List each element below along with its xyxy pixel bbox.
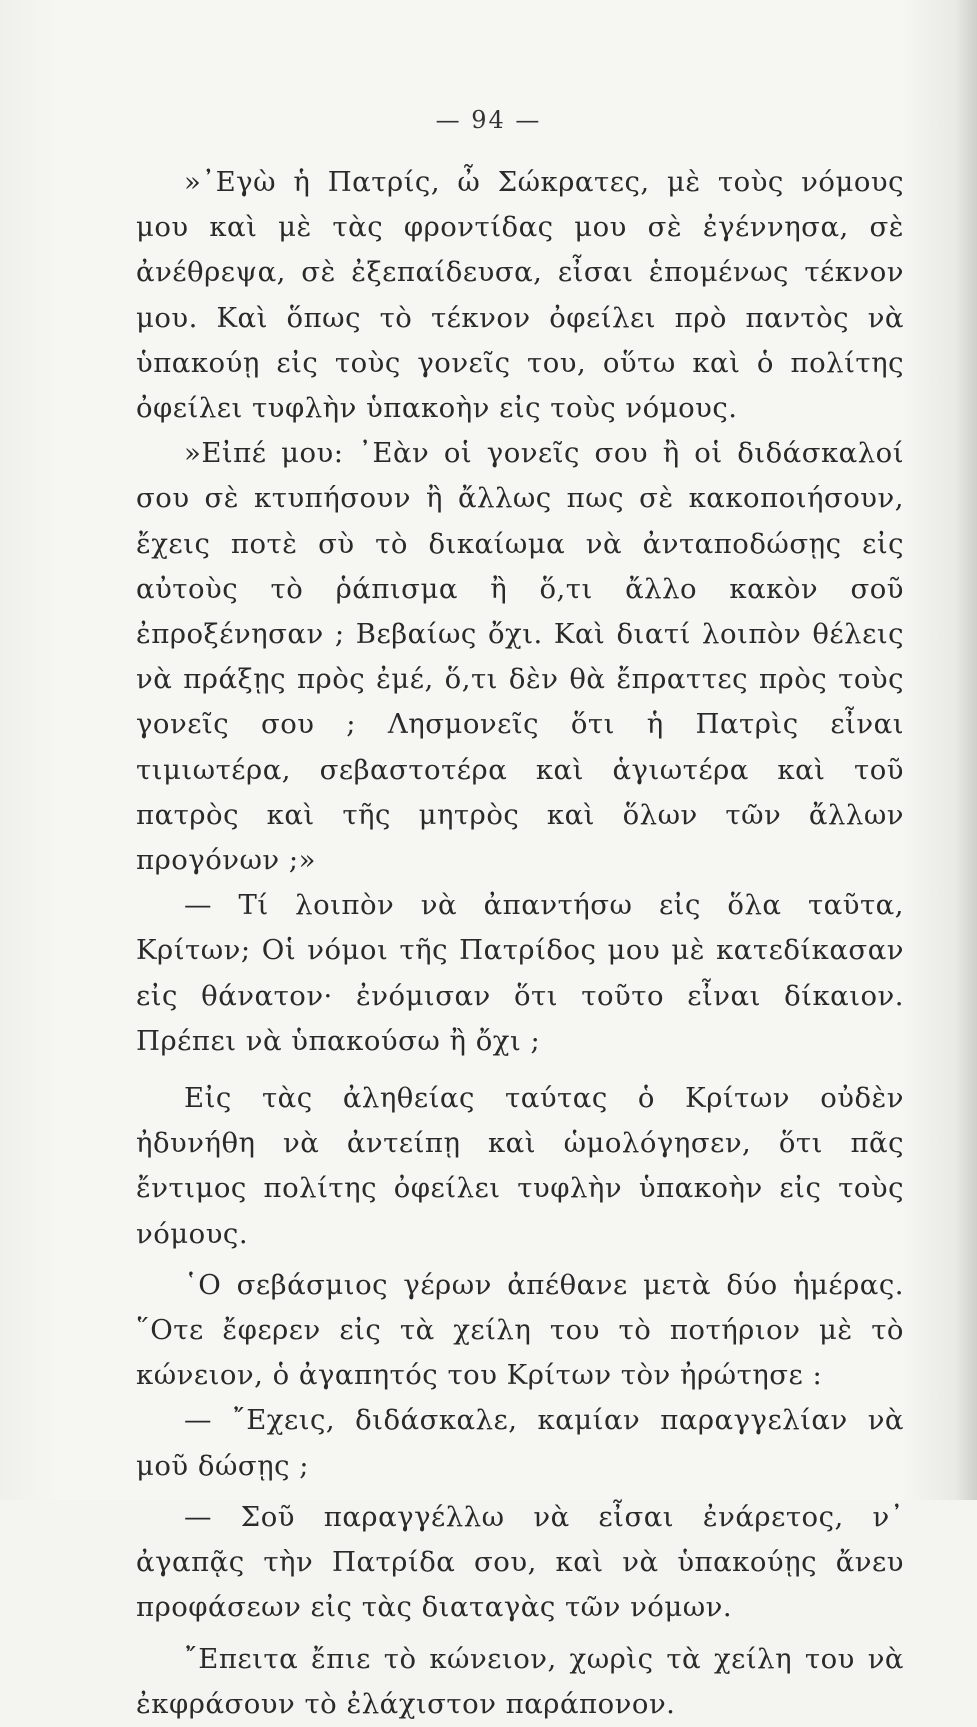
paragraph: »᾿Εγὼ ἡ Πατρίς, ὦ Σώκρατες, μὲ τοὺς νόμους μου καὶ μὲ τὰς φροντίδας μου σὲ ἐγέννησα, σὲ ἀνέθρεψα, σὲ ἐξεπαίδευσα, εἶσαι ἑπομένως τέκνον μου. Καὶ ὅπως τὸ τέκνον ὀφείλει πρὸ παντὸς νὰ ὑπακούῃ εἰς τοὺς γονεῖς του, οὕτω καὶ ὁ πολίτης ὀφείλει τυφλὴν ὑπακοὴν εἰς τοὺς νόμους.: [136, 166, 904, 425]
body-text: [136, 160, 904, 1727]
paragraph: — Σοῦ παραγγέλλω νὰ εἶσαι ἐνάρετος, ν᾿ ἀγαπᾷς τὴν Πατρίδα σου, καὶ νὰ ὑπακούῃς ἄνευ προφάσεων εἰς τὰς διαταγὰς τῶν νόμων.: [136, 1500, 904, 1624]
paragraph: Εἰς τὰς ἀληθείας ταύτας ὁ Κρίτων οὐδὲν ἠδυνήθη νὰ ἀντείπῃ καὶ ὡμολόγησεν, ὅτι πᾶς ἔντιμος πολίτης ὀφείλει τυφλὴν ὑπακοὴν εἰς τοὺς νόμους.: [136, 1082, 904, 1250]
paragraph: ῾Ο σεβάσμιος γέρων ἀπέθανε μετὰ δύο ἡμέρας. ῞Οτε ἔφερεν εἰς τὰ χείλη του τὸ ποτήριον μὲ τὸ κώνειον, ὁ ἀγαπητός του Κρίτων τὸν ἠρώτησε :: [136, 1268, 904, 1392]
paragraph: »Εἰπέ μου: ᾿Εὰν οἱ γονεῖς σου ἢ οἱ διδάσκαλοί σου σὲ κτυπήσουν ἢ ἄλλως πως σὲ κακοποιήσουν, ἔχεις ποτὲ σὺ τὸ δικαίωμα νὰ ἀνταποδώσῃς εἰς αὐτοὺς τὸ ῥάπισμα ἢ ὅ,τι ἄλλο κακὸν σοῦ ἐπροξένησαν ; Βεβαίως ὄχι. Καὶ διατί λοιπὸν θέλεις νὰ πράξῃς πρὸς ἐμέ, ὅ,τι δὲν θὰ ἔπραττες πρὸς τοὺς γονεῖς σου ; Λησμονεῖς ὅτι ἡ Πατρὶς εἶναι τιμιωτέρα, σεβαστοτέρα καὶ ἁγιωτέρα καὶ τοῦ πατρὸς καὶ τῆς μητρὸς καὶ ὅλων τῶν ἄλλων προγόνων ;»: [136, 437, 904, 877]
page-number: — 94 —: [435, 106, 542, 134]
paragraph: — Τί λοιπὸν νὰ ἀπαντήσω εἰς ὅλα ταῦτα, Κρίτων; Οἱ νόμοι τῆς Πατρίδος μου μὲ κατεδίκασαν εἰς θάνατον· ἐνόμισαν ὅτι τοῦτο εἶναι δίκαιον. Πρέπει νὰ ὑπακούσω ἢ ὄχι ;: [136, 889, 904, 1057]
paragraph: ῎Επειτα ἔπιε τὸ κώνειον, χωρὶς τὰ χείλη του νὰ ἐκφράσουν τὸ ἐλάχιστον παράπονον.: [136, 1642, 904, 1720]
paragraph: — ῎Εχεις, διδάσκαλε, καμίαν παραγγελίαν νὰ μοῦ δώσῃς ;: [136, 1404, 904, 1482]
